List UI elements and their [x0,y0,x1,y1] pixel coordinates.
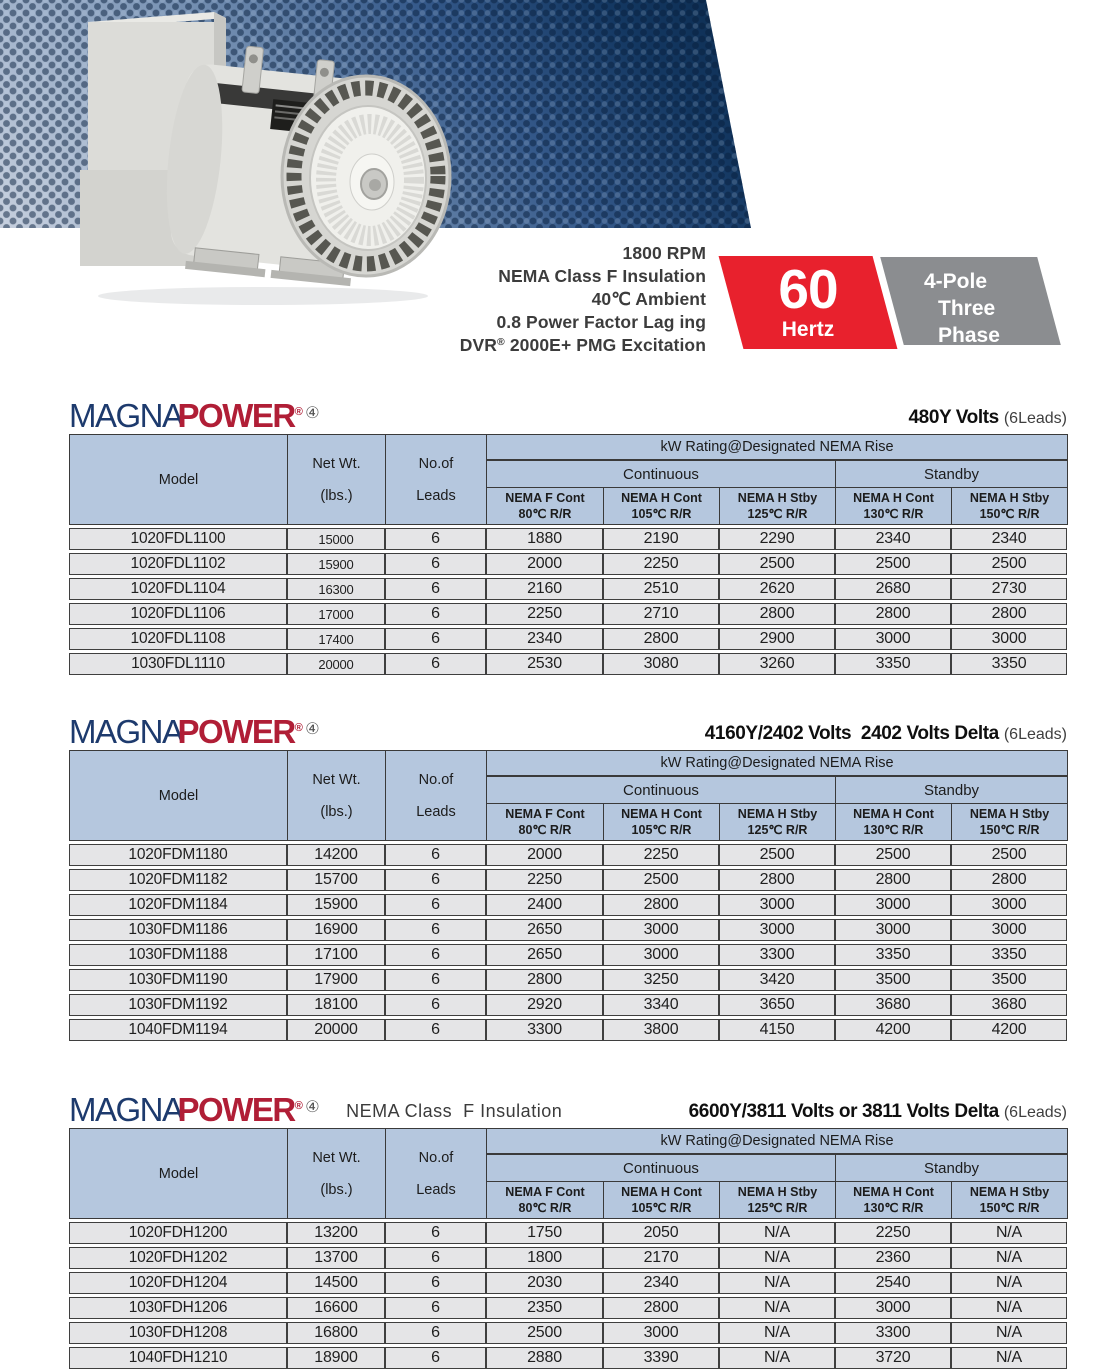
continuous-header: Continuous [487,1154,836,1182]
kw-stby-cont-cell: 3350 [835,944,951,966]
kw-cont-h-cell: 3800 [603,1019,719,1041]
logo-magna: MAGNA [69,397,183,434]
model-cell: 1020FDH1202 [69,1247,287,1269]
kw-stby-h-cell: N/A [719,1247,835,1269]
leads-cell: 6 [385,603,486,625]
net-wt-cell: 15000 [287,528,385,550]
table-row [69,628,1067,650]
kw-cont-h-cell: 2250 [603,844,719,866]
model-cell: 1030FDM1190 [69,969,287,991]
col-net-wt: Net Wt. (lbs.) [288,751,386,841]
kw-cont-h-cell: 2800 [603,628,719,650]
kw-cont-f-cell: 2500 [486,1322,603,1344]
kw-stby-stby-cell: 3680 [951,994,1067,1016]
kw-cont-f-cell: 1800 [486,1247,603,1269]
net-wt-cell: 17900 [287,969,385,991]
table-row [69,944,1067,966]
logo-registered-mark: ® [294,406,302,418]
kw-stby-cont-cell: 3000 [835,894,951,916]
kw-cont-h-cell: 2710 [603,603,719,625]
section-title [689,1101,1067,1126]
circled-four-mark: ④ [305,405,319,422]
standby-header: Standby [836,460,1068,488]
section-title [705,723,1067,748]
table-row [69,1019,1067,1041]
leads-cell: 6 [385,994,486,1016]
col-nema-h-stby-150: NEMA H Stby 150℃ R/R [952,488,1068,525]
spec-insulation: NEMA Class F Insulation [498,266,706,286]
logo-power: POWER [177,713,295,750]
model-cell: 1030FDH1208 [69,1322,287,1344]
kw-stby-stby-cell: N/A [951,1272,1067,1294]
kw-stby-stby-cell: 3000 [951,894,1067,916]
kw-cont-h-cell: 2250 [603,553,719,575]
kw-cont-h-cell: 2340 [603,1272,719,1294]
kw-stby-h-cell: 2800 [719,869,835,891]
kw-stby-stby-cell: N/A [951,1347,1067,1369]
kw-stby-stby-cell: 2730 [951,578,1067,600]
kw-cont-h-cell: 2510 [603,578,719,600]
model-cell: 1030FDM1192 [69,994,287,1016]
model-cell: 1020FDM1184 [69,894,287,916]
spec-power-factor: 0.8 Power Factor Lag ing [496,312,706,332]
model-cell: 1020FDL1104 [69,578,287,600]
kw-cont-f-cell: 1880 [486,528,603,550]
kw-stby-h-cell: 2620 [719,578,835,600]
kw-cont-f-cell: 2880 [486,1347,603,1369]
col-nema-h-stby-125: NEMA H Stby 125℃ R/R [720,804,836,841]
kw-cont-f-cell: 1750 [486,1222,603,1244]
kw-stby-h-cell: 2290 [719,528,835,550]
kw-cont-f-cell: 2350 [486,1297,603,1319]
net-wt-cell: 16300 [287,578,385,600]
table-section [69,710,1067,1044]
table-row [69,553,1067,575]
logo-magna: MAGNA [69,713,183,750]
kw-stby-h-cell: N/A [719,1222,835,1244]
model-cell: 1020FDL1106 [69,603,287,625]
standby-header: Standby [836,1154,1068,1182]
col-model: Model [70,1129,288,1219]
kw-stby-h-cell: 2800 [719,603,835,625]
kw-stby-cont-cell: 2540 [835,1272,951,1294]
kw-cont-f-cell: 2030 [486,1272,603,1294]
leads-label: (6Leads) [1003,1104,1067,1121]
table-row [69,1347,1067,1369]
spec-list [0,242,706,360]
net-wt-cell: 16600 [287,1297,385,1319]
pole-label: 4-Pole [924,270,988,293]
spec-ambient: 40℃ Ambient [591,289,706,309]
kw-stby-h-cell: N/A [719,1347,835,1369]
table-row [69,1247,1067,1269]
leads-cell: 6 [385,528,486,550]
col-leads: No.of Leads [386,1129,487,1219]
registered-mark: ® [497,336,505,348]
kw-cont-h-cell: 2500 [603,869,719,891]
ratings-header [69,1128,1068,1219]
kw-stby-stby-cell: 3000 [951,919,1067,941]
kw-cont-f-cell: 2340 [486,628,603,650]
kw-stby-cont-cell: 3720 [835,1347,951,1369]
logo-registered-mark: ® [294,722,302,734]
col-nema-h-stby-150: NEMA H Stby 150℃ R/R [952,804,1068,841]
kw-stby-h-cell: 2900 [719,628,835,650]
kw-stby-stby-cell: 2340 [951,528,1067,550]
table-row [69,528,1067,550]
net-wt-cell: 20000 [287,653,385,675]
col-nema-h-cont-105: NEMA H Cont 105℃ R/R [604,488,720,525]
model-cell: 1020FDL1108 [69,628,287,650]
section-title [908,407,1067,432]
kw-stby-h-cell: 3300 [719,944,835,966]
net-wt-cell: 18100 [287,994,385,1016]
col-nema-h-cont-105: NEMA H Cont 105℃ R/R [604,1182,720,1219]
kw-rating-header: kW Rating@Designated NEMA Rise [487,435,1068,461]
kw-stby-stby-cell: 4200 [951,1019,1067,1041]
leads-cell: 6 [385,969,486,991]
leads-cell: 6 [385,894,486,916]
kw-cont-f-cell: 2800 [486,969,603,991]
model-cell: 1020FDL1102 [69,553,287,575]
col-nema-h-cont-130: NEMA H Cont 130℃ R/R [836,804,952,841]
magnapower-logo [69,1093,318,1126]
kw-rating-header: kW Rating@Designated NEMA Rise [487,1129,1068,1155]
leads-label: (6Leads) [1003,410,1067,427]
leads-cell: 6 [385,1297,486,1319]
frequency-badge [719,256,898,349]
kw-stby-stby-cell: 3000 [951,628,1067,650]
kw-cont-h-cell: 2800 [603,894,719,916]
continuous-header: Continuous [487,776,836,804]
net-wt-cell: 15900 [287,894,385,916]
net-wt-cell: 15900 [287,553,385,575]
leads-cell: 6 [385,844,486,866]
kw-cont-h-cell: 3000 [603,919,719,941]
kw-stby-stby-cell: 3500 [951,969,1067,991]
kw-stby-cont-cell: 3500 [835,969,951,991]
model-cell: 1030FDM1188 [69,944,287,966]
spec-rpm: 1800 RPM [622,243,706,263]
table-row [69,603,1067,625]
magnapower-logo [69,399,318,432]
kw-cont-f-cell: 2530 [486,653,603,675]
net-wt-cell: 20000 [287,1019,385,1041]
kw-cont-h-cell: 2170 [603,1247,719,1269]
table-row [69,1222,1067,1244]
col-nema-f-cont: NEMA F Cont 80℃ R/R [487,1182,604,1219]
col-nema-h-cont-105: NEMA H Cont 105℃ R/R [604,804,720,841]
voltage-title: 480Y Volts [908,407,999,428]
col-net-wt: Net Wt. (lbs.) [288,1129,386,1219]
kw-cont-f-cell: 2000 [486,844,603,866]
net-wt-cell: 14500 [287,1272,385,1294]
kw-stby-cont-cell: 2680 [835,578,951,600]
kw-stby-stby-cell: 2800 [951,603,1067,625]
table-row [69,919,1067,941]
kw-cont-h-cell: 3250 [603,969,719,991]
col-nema-h-cont-130: NEMA H Cont 130℃ R/R [836,1182,952,1219]
kw-stby-cont-cell: 3300 [835,1322,951,1344]
kw-stby-stby-cell: N/A [951,1322,1067,1344]
standby-header: Standby [836,776,1068,804]
net-wt-cell: 17400 [287,628,385,650]
kw-cont-f-cell: 2160 [486,578,603,600]
leads-cell: 6 [385,1272,486,1294]
kw-cont-f-cell: 2650 [486,944,603,966]
model-cell: 1030FDM1186 [69,919,287,941]
net-wt-cell: 14200 [287,844,385,866]
kw-cont-h-cell: 3390 [603,1347,719,1369]
model-cell: 1020FDM1182 [69,869,287,891]
ratings-table [69,841,1067,1044]
table-row [69,653,1067,675]
leads-cell: 6 [385,653,486,675]
model-cell: 1030FDH1206 [69,1297,287,1319]
kw-cont-f-cell: 2920 [486,994,603,1016]
kw-stby-stby-cell: 3350 [951,944,1067,966]
kw-stby-h-cell: 3650 [719,994,835,1016]
circled-four-mark: ④ [305,721,319,738]
kw-stby-h-cell: 3000 [719,894,835,916]
section-header [69,1088,1067,1126]
kw-stby-h-cell: N/A [719,1272,835,1294]
kw-stby-h-cell: 3260 [719,653,835,675]
kw-cont-f-cell: 2400 [486,894,603,916]
kw-stby-h-cell: 2500 [719,844,835,866]
kw-stby-cont-cell: 2500 [835,844,951,866]
kw-cont-f-cell: 3300 [486,1019,603,1041]
continuous-header: Continuous [487,460,836,488]
section-header [69,710,1067,748]
model-cell: 1020FDH1200 [69,1222,287,1244]
kw-cont-h-cell: 2190 [603,528,719,550]
kw-cont-f-cell: 2000 [486,553,603,575]
leads-cell: 6 [385,628,486,650]
leads-cell: 6 [385,1222,486,1244]
table-row [69,869,1067,891]
pole-phase-badge [880,257,1061,345]
circled-four-mark: ④ [305,1099,319,1116]
kw-stby-stby-cell: 2500 [951,553,1067,575]
kw-stby-cont-cell: 3000 [835,628,951,650]
kw-stby-stby-cell: 2800 [951,869,1067,891]
kw-cont-f-cell: 2250 [486,603,603,625]
frequency-unit: Hertz [781,317,835,341]
model-cell: 1020FDL1100 [69,528,287,550]
leads-cell: 6 [385,1347,486,1369]
kw-stby-h-cell: N/A [719,1297,835,1319]
kw-stby-cont-cell: 3680 [835,994,951,1016]
col-model: Model [70,435,288,525]
kw-cont-h-cell: 3000 [603,944,719,966]
kw-cont-f-cell: 2250 [486,869,603,891]
model-cell: 1040FDM1194 [69,1019,287,1041]
kw-stby-stby-cell: 2500 [951,844,1067,866]
kw-stby-h-cell: 4150 [719,1019,835,1041]
leads-cell: 6 [385,869,486,891]
logo-magna: MAGNA [69,1091,183,1128]
table-section [69,394,1067,678]
kw-stby-stby-cell: 3350 [951,653,1067,675]
section-note: NEMA Class F Insulation [346,1101,563,1121]
leads-cell: 6 [385,1322,486,1344]
kw-stby-cont-cell: 2250 [835,1222,951,1244]
kw-stby-cont-cell: 4200 [835,1019,951,1041]
col-nema-h-cont-130: NEMA H Cont 130℃ R/R [836,488,952,525]
net-wt-cell: 16900 [287,919,385,941]
table-row [69,1322,1067,1344]
table-row [69,994,1067,1016]
kw-cont-f-cell: 2650 [486,919,603,941]
net-wt-cell: 13700 [287,1247,385,1269]
hero-banner [0,0,1105,380]
kw-stby-stby-cell: N/A [951,1247,1067,1269]
ratings-table [69,525,1067,678]
kw-stby-cont-cell: 2340 [835,528,951,550]
ratings-header [69,434,1068,525]
ratings-table [69,1219,1067,1372]
leads-cell: 6 [385,944,486,966]
kw-stby-h-cell: 3420 [719,969,835,991]
magnapower-logo [69,715,318,748]
kw-stby-stby-cell: N/A [951,1297,1067,1319]
kw-stby-cont-cell: 2500 [835,553,951,575]
kw-stby-h-cell: N/A [719,1322,835,1344]
leads-label: (6Leads) [1003,726,1067,743]
net-wt-cell: 16800 [287,1322,385,1344]
model-cell: 1030FDL1110 [69,653,287,675]
kw-cont-h-cell: 2800 [603,1297,719,1319]
table-row [69,969,1067,991]
kw-cont-h-cell: 3340 [603,994,719,1016]
ratings-header [69,750,1068,841]
kw-stby-h-cell: 3000 [719,919,835,941]
table-row [69,578,1067,600]
col-leads: No.of Leads [386,435,487,525]
kw-cont-h-cell: 2050 [603,1222,719,1244]
col-leads: No.of Leads [386,751,487,841]
phase-label: Three Phase [938,297,1000,347]
col-nema-f-cont: NEMA F Cont 80℃ R/R [487,488,604,525]
leads-cell: 6 [385,1247,486,1269]
leads-cell: 6 [385,553,486,575]
kw-cont-h-cell: 3080 [603,653,719,675]
col-model: Model [70,751,288,841]
kw-stby-cont-cell: 2360 [835,1247,951,1269]
model-cell: 1020FDH1204 [69,1272,287,1294]
table-row [69,1272,1067,1294]
table-section [69,1088,1067,1372]
model-cell: 1020FDM1180 [69,844,287,866]
col-nema-h-stby-125: NEMA H Stby 125℃ R/R [720,488,836,525]
model-cell: 1040FDH1210 [69,1347,287,1369]
voltage-title: 4160Y/2402 Volts 2402 Volts Delta [704,723,999,744]
col-net-wt: Net Wt. (lbs.) [288,435,386,525]
col-nema-f-cont: NEMA F Cont 80℃ R/R [487,804,604,841]
leads-cell: 6 [385,919,486,941]
col-nema-h-stby-150: NEMA H Stby 150℃ R/R [952,1182,1068,1219]
kw-stby-cont-cell: 3350 [835,653,951,675]
kw-cont-h-cell: 3000 [603,1322,719,1344]
table-row [69,894,1067,916]
spec-excitation: DVR® 2000E+ PMG Excitation [459,335,706,355]
kw-stby-cont-cell: 3000 [835,919,951,941]
logo-registered-mark: ® [294,1100,302,1112]
net-wt-cell: 18900 [287,1347,385,1369]
table-row [69,844,1067,866]
table-row [69,1297,1067,1319]
net-wt-cell: 13200 [287,1222,385,1244]
net-wt-cell: 17000 [287,603,385,625]
section-header [69,394,1067,432]
net-wt-cell: 15700 [287,869,385,891]
kw-stby-cont-cell: 3000 [835,1297,951,1319]
leads-cell: 6 [385,1019,486,1041]
frequency-value: 60 [778,258,838,321]
net-wt-cell: 17100 [287,944,385,966]
voltage-title: 6600Y/3811 Volts or 3811 Volts Delta [688,1101,999,1122]
kw-stby-h-cell: 2500 [719,553,835,575]
leads-cell: 6 [385,578,486,600]
kw-stby-cont-cell: 2800 [835,603,951,625]
col-nema-h-stby-125: NEMA H Stby 125℃ R/R [720,1182,836,1219]
tables-container [69,394,1067,1372]
kw-stby-cont-cell: 2800 [835,869,951,891]
logo-power: POWER [177,397,295,434]
kw-stby-stby-cell: N/A [951,1222,1067,1244]
logo-power: POWER [177,1091,295,1128]
kw-rating-header: kW Rating@Designated NEMA Rise [487,751,1068,777]
